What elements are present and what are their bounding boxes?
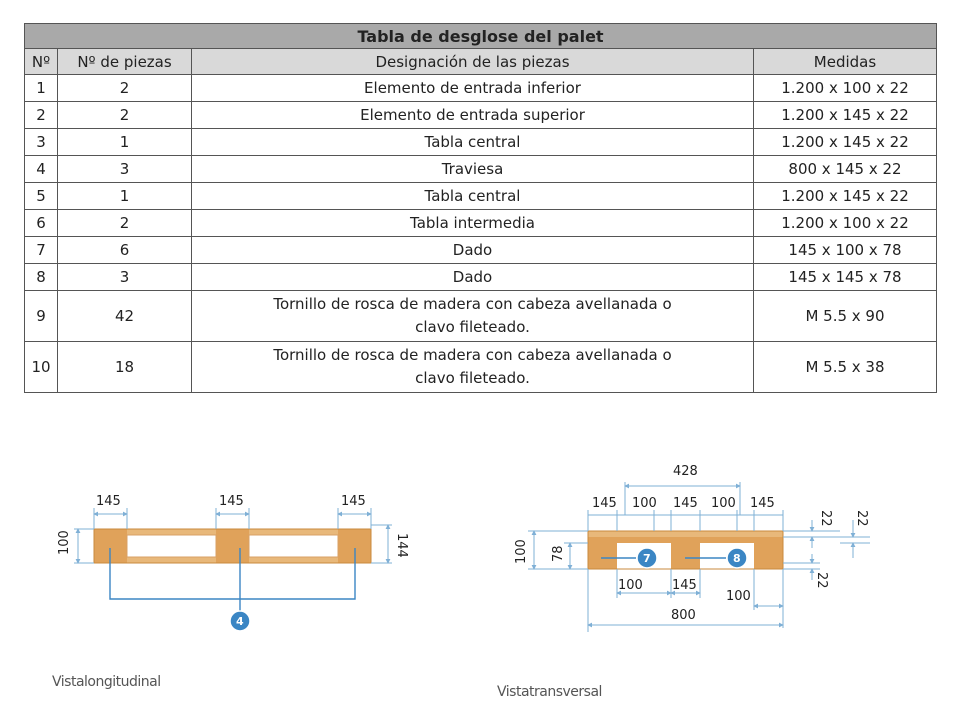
column-header-designation: Designación de las piezas [192, 49, 754, 75]
cell-number: 2 [25, 102, 58, 129]
callout-4-label: 4 [236, 615, 244, 628]
dim-height-144: 144 [394, 533, 409, 558]
block-7-left [588, 543, 617, 569]
cell-quantity: 3 [58, 264, 192, 291]
cell-designation: Dado [192, 264, 754, 291]
dim-height-100-t: 100 [514, 539, 529, 564]
cell-measures: 145 x 100 x 78 [754, 237, 937, 264]
transversal-view-caption: Vistatransversal [497, 684, 602, 700]
cell-designation: Tabla intermedia [192, 210, 754, 237]
dim-block1: 145 [96, 494, 121, 509]
cell-quantity: 2 [58, 75, 192, 102]
dim-top-board: 22 [818, 510, 833, 527]
cell-number: 10 [25, 342, 58, 393]
longitudinal-view-caption: Vistalongitudinal [52, 674, 161, 690]
cell-number: 7 [25, 237, 58, 264]
dim-block3: 145 [341, 494, 366, 509]
cell-measures: M 5.5 x 90 [754, 291, 937, 342]
dim-428: 428 [673, 464, 698, 479]
dim-seg-5: 145 [750, 496, 775, 511]
longitudinal-view [57, 494, 409, 631]
block-8-middle [671, 543, 700, 569]
dim-block-78: 78 [551, 545, 566, 562]
cell-number: 3 [25, 129, 58, 156]
dim-seg-4: 100 [711, 496, 736, 511]
cell-measures: 1.200 x 145 x 22 [754, 129, 937, 156]
dim-block-mid: 145 [672, 578, 697, 593]
callout-7-label: 7 [643, 552, 651, 565]
cell-quantity: 1 [58, 129, 192, 156]
transversal-view [514, 464, 870, 632]
cell-measures: 145 x 145 x 78 [754, 264, 937, 291]
cell-number: 4 [25, 156, 58, 183]
cell-number: 8 [25, 264, 58, 291]
cell-quantity: 2 [58, 102, 192, 129]
callout-8-label: 8 [733, 552, 741, 565]
cell-quantity: 1 [58, 183, 192, 210]
dim-bottom-board: 22 [814, 572, 829, 589]
cell-measures: 1.200 x 100 x 22 [754, 210, 937, 237]
column-header-measures: Medidas [754, 49, 937, 75]
dim-seg-1: 145 [592, 496, 617, 511]
cell-designation: Tornillo de rosca de madera con cabeza avellanada o clavo fileteado. [192, 291, 754, 342]
cell-designation: Elemento de entrada superior [192, 102, 754, 129]
dim-800: 800 [671, 608, 696, 623]
cell-number: 9 [25, 291, 58, 342]
cell-designation: Tabla central [192, 183, 754, 210]
deck-board-top [588, 531, 783, 537]
cell-designation: Tabla central [192, 129, 754, 156]
cell-number: 1 [25, 75, 58, 102]
dim-gap-right: 100 [726, 589, 751, 604]
cell-measures: 1.200 x 100 x 22 [754, 75, 937, 102]
cell-designation: Elemento de entrada inferior [192, 75, 754, 102]
cell-designation: Traviesa [192, 156, 754, 183]
cell-measures: 1.200 x 145 x 22 [754, 102, 937, 129]
cell-designation: Tornillo de rosca de madera con cabeza avellanada o clavo fileteado. [192, 342, 754, 393]
cell-measures: 1.200 x 145 x 22 [754, 183, 937, 210]
dim-seg-2: 100 [632, 496, 657, 511]
cell-quantity: 42 [58, 291, 192, 342]
cell-quantity: 18 [58, 342, 192, 393]
column-header-number: Nº [25, 49, 58, 75]
cell-quantity: 3 [58, 156, 192, 183]
opening-left [127, 535, 216, 557]
dim-block2: 145 [219, 494, 244, 509]
cross-board [588, 537, 783, 543]
cell-quantity: 6 [58, 237, 192, 264]
cell-quantity: 2 [58, 210, 192, 237]
cell-number: 6 [25, 210, 58, 237]
block-middle [216, 529, 249, 563]
dim-top-board-right: 22 [854, 510, 869, 527]
dim-seg-3: 145 [673, 496, 698, 511]
table-title: Tabla de desglose del palet [25, 24, 937, 49]
dim-gap-left: 100 [618, 578, 643, 593]
block-7-right [754, 543, 783, 569]
cell-number: 5 [25, 183, 58, 210]
column-header-quantity: Nº de piezas [58, 49, 192, 75]
cell-measures: 800 x 145 x 22 [754, 156, 937, 183]
cell-designation: Dado [192, 237, 754, 264]
opening-right [249, 535, 338, 557]
dim-height-100: 100 [57, 530, 72, 555]
cell-measures: M 5.5 x 38 [754, 342, 937, 393]
